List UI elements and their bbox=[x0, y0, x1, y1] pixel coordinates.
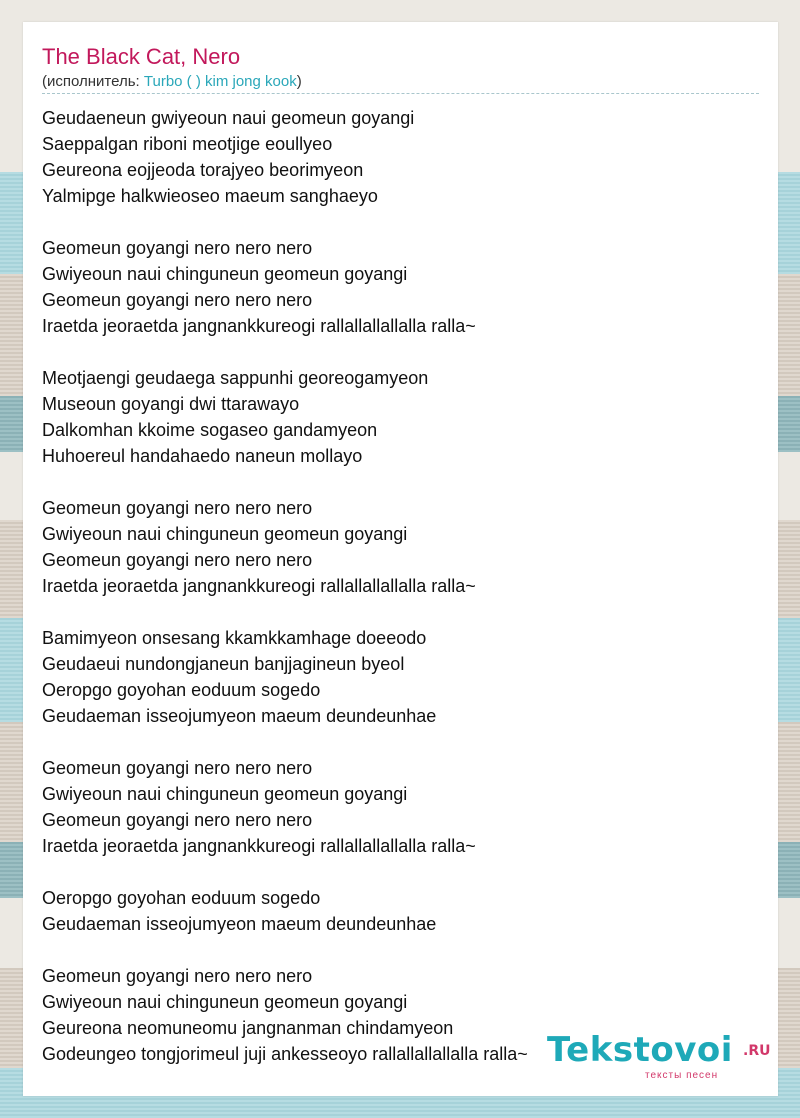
title-divider bbox=[42, 93, 759, 94]
lyric-line: Geomeun goyangi nero nero nero bbox=[42, 758, 313, 778]
logo-domain: .RU bbox=[743, 1043, 771, 1059]
lyric-line: Geomeun goyangi nero nero nero bbox=[42, 498, 313, 518]
lyrics-stanza bbox=[42, 105, 762, 209]
lyric-line: Geureona eojjeoda torajyeo beorimyeon bbox=[42, 160, 364, 180]
lyric-line: Huhoereul handahaedo naneun mollayo bbox=[42, 446, 363, 466]
logo-tagline: тексты песен bbox=[645, 1070, 719, 1081]
lyric-line: Iraetda jeoraetda jangnankkureogi rallallallallalla ralla~ bbox=[42, 316, 476, 336]
lyric-line: Dalkomhan kkoime sogaseo gandamyeon bbox=[42, 420, 378, 440]
lyric-line: Geomeun goyangi nero nero nero bbox=[42, 238, 313, 258]
lyric-line: Bamimyeon onsesang kkamkkamhage doeeodo bbox=[42, 628, 427, 648]
lyric-line: Saeppalgan riboni meotjige eoullyeo bbox=[42, 134, 333, 154]
lyrics-stanza bbox=[42, 365, 762, 469]
lyric-line: Geomeun goyangi nero nero nero bbox=[42, 550, 313, 570]
lyric-line: Geudaeman isseojumyeon maeum deundeunhae bbox=[42, 914, 437, 934]
logo-wordmark: Tekstovoi bbox=[547, 1030, 733, 1070]
lyrics-stanza bbox=[42, 495, 762, 599]
lyric-line: Oeropgo goyohan eoduum sogedo bbox=[42, 680, 321, 700]
performer-line bbox=[42, 73, 302, 91]
lyrics-stanza bbox=[42, 755, 762, 859]
lyric-line: Geureona neomuneomu jangnanman chindamyeon bbox=[42, 1018, 454, 1038]
lyric-line: Iraetda jeoraetda jangnankkureogi rallallallallalla ralla~ bbox=[42, 836, 476, 856]
lyrics-stanza bbox=[42, 235, 762, 339]
lyric-line: Gwiyeoun naui chinguneun geomeun goyangi bbox=[42, 992, 408, 1012]
lyrics-stanza bbox=[42, 625, 762, 729]
lyric-line: Geudaeneun gwiyeoun naui geomeun goyangi bbox=[42, 108, 415, 128]
lyric-line: Geomeun goyangi nero nero nero bbox=[42, 966, 313, 986]
site-logo[interactable] bbox=[547, 1030, 777, 1090]
lyrics-body bbox=[42, 105, 762, 1093]
song-title: The Black Cat, Nero bbox=[42, 44, 241, 69]
lyrics-card bbox=[23, 22, 778, 1096]
lyric-line: Godeungeo tongjorimeul juji ankesseoyo rallallallallalla ralla~ bbox=[42, 1044, 528, 1064]
performer-suffix: ) bbox=[296, 73, 302, 90]
lyrics-stanza bbox=[42, 885, 762, 937]
lyric-line: Oeropgo goyohan eoduum sogedo bbox=[42, 888, 321, 908]
lyric-line: Geomeun goyangi nero nero nero bbox=[42, 290, 313, 310]
lyric-line: Geudaeui nundongjaneun banjjagineun byeol bbox=[42, 654, 405, 674]
lyric-line: Geudaeman isseojumyeon maeum deundeunhae bbox=[42, 706, 437, 726]
artist-link[interactable]: Turbo ( ) kim jong kook bbox=[143, 73, 297, 90]
lyric-line: Geomeun goyangi nero nero nero bbox=[42, 810, 313, 830]
lyric-line: Iraetda jeoraetda jangnankkureogi rallallallallalla ralla~ bbox=[42, 576, 476, 596]
lyric-line: Gwiyeoun naui chinguneun geomeun goyangi bbox=[42, 524, 408, 544]
lyric-line: Gwiyeoun naui chinguneun geomeun goyangi bbox=[42, 264, 408, 284]
performer-prefix: (исполнитель: bbox=[42, 73, 144, 90]
lyric-line: Meotjaengi geudaega sappunhi georeogamyeon bbox=[42, 368, 429, 388]
lyric-line: Museoun goyangi dwi ttarawayo bbox=[42, 394, 300, 414]
lyric-line: Gwiyeoun naui chinguneun geomeun goyangi bbox=[42, 784, 408, 804]
lyric-line: Yalmipge halkwieoseo maeum sanghaeyo bbox=[42, 186, 378, 206]
